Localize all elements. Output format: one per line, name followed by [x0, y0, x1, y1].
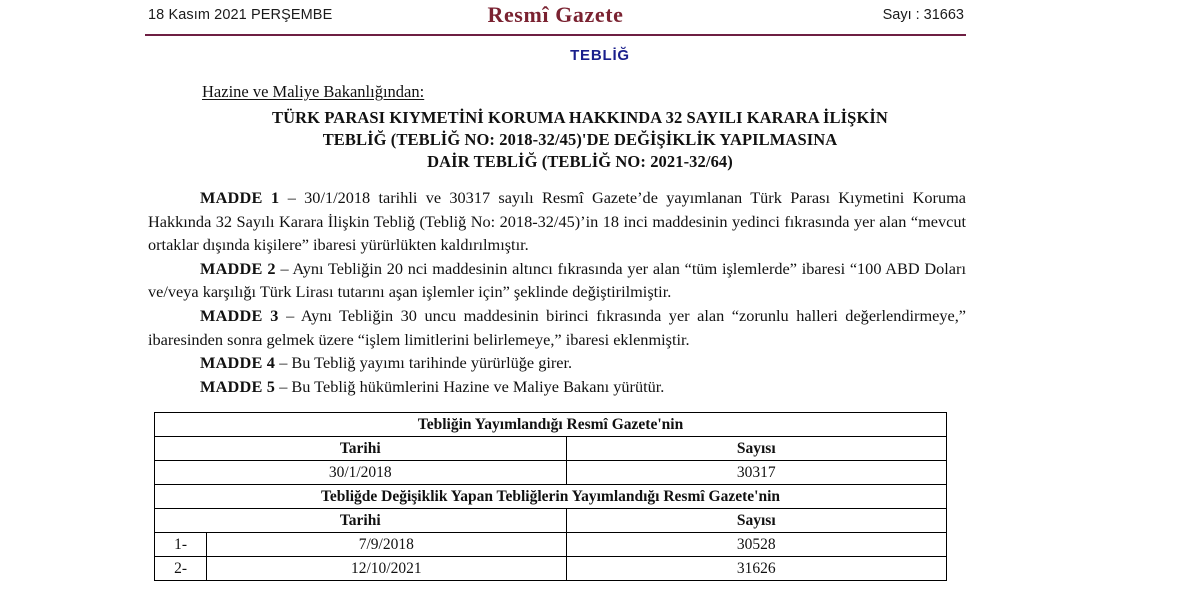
column-header-date: Tarihi [155, 437, 567, 461]
column-header-date: Tarihi [155, 509, 567, 533]
table-row [155, 557, 947, 581]
table-row [155, 461, 947, 485]
issuing-authority: Hazine ve Maliye Bakanlığından: [202, 82, 425, 101]
table-row [155, 509, 947, 533]
article-paragraph [148, 375, 966, 399]
article-paragraph [148, 304, 966, 351]
original-publication-caption: Tebliğin Yayımlandığı Resmî Gazete'nin [155, 413, 947, 437]
document-title [190, 107, 970, 173]
document-title-line-1: TÜRK PARASI KIYMETİNİ KORUMA HAKKINDA 32 SAYILI KARARA İLİŞKİN [272, 108, 888, 127]
original-publication-date: 30/1/2018 [155, 461, 567, 485]
article-paragraph [148, 351, 966, 375]
article-text: – 30/1/2018 tarihli ve 30317 sayılı Resmî Gazete’de yayımlanan Türk Parası Kıymetini Koruma Hakkında 32 Sayılı Karara İlişkin Tebliğ (Tebliğ No: 2018-32/45)’in 18 inci maddesinin yedinci fıkrasında yer alan “mevcut ortaklar dışında kişilere” ibaresi yürürlükten kaldırılmıştır. [148, 188, 966, 255]
masthead [145, 0, 966, 34]
table-row [155, 485, 947, 509]
article-text: – Aynı Tebliğin 30 uncu maddesinin birinci fıkrasında yer alan “zorunlu halleri değerlendirmeye,” ibaresinden sonra gelmek üzere “işlem limitlerini belirlemeye,” ibaresi eklenmiştir. [148, 305, 966, 349]
gazette-title: Resmî Gazete [487, 2, 624, 27]
amendment-publication-caption: Tebliğde Değişiklik Yapan Tebliğlerin Yayımlandığı Resmî Gazete'nin [155, 485, 947, 509]
article-paragraph [148, 257, 966, 304]
amendment-date: 12/10/2021 [207, 557, 566, 581]
table-row [155, 413, 947, 437]
amendment-number: 31626 [566, 557, 947, 581]
masthead-divider [145, 34, 966, 36]
publication-history-table [154, 412, 947, 581]
document-title-line-3: DAİR TEBLİĞ (TEBLİĞ NO: 2021-32/64) [427, 152, 733, 171]
article-label: MADDE 4 [200, 353, 276, 373]
column-header-number: Sayısı [566, 437, 947, 461]
article-label: MADDE 3 [200, 305, 279, 325]
article-label: MADDE 2 [200, 258, 276, 278]
table-row [155, 533, 947, 557]
article-text: – Bu Tebliğ yayımı tarihinde yürürlüğe girer. [275, 353, 573, 373]
table-row [155, 437, 947, 461]
column-header-number: Sayısı [566, 509, 947, 533]
article-text: – Aynı Tebliğin 20 nci maddesinin altıncı fıkrasında yer alan “tüm işlemlerde” ibaresi “100 ABD Doları ve/veya karşılığı Türk Lirası tutarını aşan işlemler için” şeklinde değiştirilmiştir. [148, 258, 966, 302]
article-paragraph [148, 186, 966, 257]
article-text: – Bu Tebliğ hükümlerini Hazine ve Maliye Bakanı yürütür. [275, 376, 665, 396]
original-publication-number: 30317 [566, 461, 947, 485]
amendment-index: 1- [155, 533, 207, 557]
article-label: MADDE 5 [200, 376, 276, 396]
amendment-date: 7/9/2018 [207, 533, 566, 557]
document-title-line-2: TEBLİĞ (TEBLİĞ NO: 2018-32/45)'DE DEĞİŞİKLİK YAPILMASINA [322, 130, 838, 149]
section-label: TEBLİĞ [570, 47, 630, 64]
publication-date: 18 Kasım 2021 PERŞEMBE [148, 7, 333, 23]
document-body [148, 186, 966, 398]
article-label: MADDE 1 [200, 188, 280, 207]
issue-number: Sayı : 31663 [882, 7, 964, 23]
amendment-number: 30528 [566, 533, 947, 557]
amendment-index: 2- [155, 557, 207, 581]
